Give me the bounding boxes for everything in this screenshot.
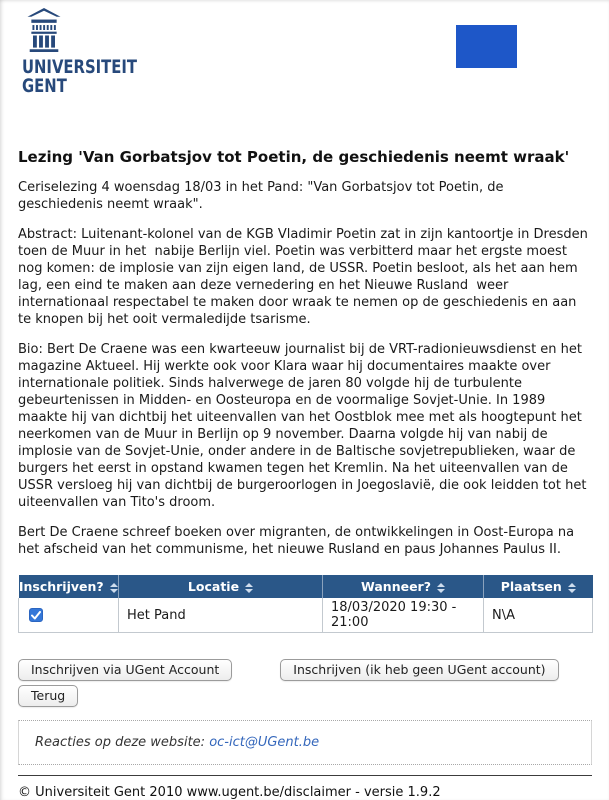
feedback-email-link[interactable]: oc-ict@UGent.be: [209, 735, 320, 750]
cell-wanneer: 18/03/2020 19:30 - 21:00: [323, 598, 484, 633]
col-header-label: Plaatsen: [500, 579, 562, 594]
intro-paragraph: Ceriselezing 4 woensdag 18/03 in het Pand: "Van Gorbatsjov tot Poetin, de geschiedenis neemt wraak".: [18, 180, 508, 212]
feedback-label: Reacties op deze website:: [35, 735, 210, 750]
sort-icon: [437, 583, 445, 593]
cell-locatie: Het Pand: [119, 598, 323, 633]
col-header-label: Locatie: [187, 579, 240, 594]
ugent-aula-icon: [22, 8, 169, 52]
cell-plaatsen: N\A: [484, 598, 593, 633]
bio-paragraph: Bio: Bert De Craene was een kwarteeuw journalist bij de VRT-radionieuwsdienst en het magazine Aktueel. Hij werkte ook voor Klara waar hij documentaires maakte over internationale politiek. Sinds halverwege de jaren 80 volgde hij de turbulente gebeurtenissen in Midden- en Oosteuropa en de voormalige Sovjet-Unie. In 1989 maakte hij van dichtbij het uiteenvallen van het Oostblok mee met als hoogtepunt het neerkomen van de Muur in Berlijn op 9 november. Daarna volgde hij van nabij de implosie van de Sovjet-Unie, onder andere in de Baltische sovjetrepublieken, waar de burgers het eerst in opstand kwamen tegen het Kremlin. Na het uiteenvallen van de USSR versloeg hij van dichtbij de burgeroorlogen in Joegoslavië, die ook leidden tot het uiteenvallen van Tito's droom.: [18, 342, 591, 510]
col-header-wanneer[interactable]: [323, 575, 484, 598]
col-header-label: Inschrijven?: [18, 579, 104, 594]
table-row: [19, 598, 593, 633]
enroll-no-account-button[interactable]: Inschrijven (ik heb geen UGent account): [280, 659, 558, 681]
col-header-plaatsen[interactable]: [484, 575, 593, 598]
logo-text-line2: GENT: [22, 75, 67, 98]
abstract-paragraph: Abstract: Luitenant-kolonel van de KGB Vladimir Poetin zat in zijn kantoortje in Dresden toen de Muur in het nabije Berlijn viel. Poetin was verbitterd maar het ergste moest nog komen: de implosie van zijn eigen land, de USSR. Poetin besloot, als het aan hem lag, een eind te maken aan deze vernedering en het Nieuwe Rusland weer internationaal respectabel te maken door wraak te nemen op de geschiedenis en aan te knopen bij het ooit vermaledijde tsarisme.: [18, 227, 592, 327]
col-header-label: Wanneer?: [361, 579, 431, 594]
blue-banner-square: [456, 25, 517, 68]
footer-divider: [18, 775, 592, 776]
ugent-logo: [22, 8, 169, 97]
copyright-text: © Universiteit Gent 2010 www.ugent.be/disclaimer - versie 1.9.2: [18, 785, 441, 800]
page-title: Lezing 'Van Gorbatsjov tot Poetin, de geschiedenis neemt wraak': [18, 148, 570, 166]
logo-text-line1: UNIVERSITEIT: [22, 56, 138, 78]
table-header-row: [19, 575, 593, 598]
inschrijven-checkbox[interactable]: [29, 608, 43, 622]
feedback-box: [18, 720, 592, 765]
back-button[interactable]: Terug: [18, 685, 78, 707]
sort-icon: [245, 583, 253, 593]
sessions-table: [18, 575, 593, 633]
sort-icon: [568, 583, 576, 593]
col-header-inschrijven[interactable]: [19, 575, 119, 598]
closing-paragraph: Bert De Craene schreef boeken over migranten, de ontwikkelingen in Oost-Europa na het afscheid van het communisme, het nieuwe Rusland en paus Johannes Paulus II.: [18, 525, 579, 557]
main-content: [18, 148, 592, 800]
col-header-locatie[interactable]: [119, 575, 323, 598]
enroll-ugent-account-button[interactable]: Inschrijven via UGent Account: [18, 659, 232, 681]
sort-icon: [110, 583, 118, 593]
